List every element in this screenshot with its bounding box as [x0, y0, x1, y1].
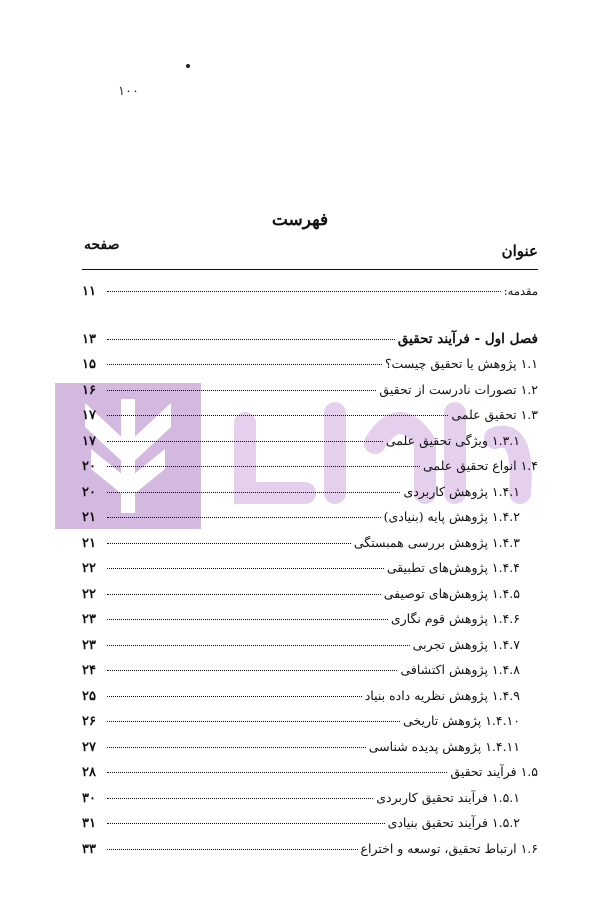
toc-entry-page: ۲۴ — [82, 663, 96, 678]
toc-entry-page: ۱۷ — [82, 434, 96, 449]
toc-entry-title: مقدمه: — [503, 284, 538, 298]
toc-entry — [82, 611, 520, 627]
dot-leader — [107, 772, 447, 773]
dot-leader — [107, 364, 382, 365]
dot-leader — [107, 543, 351, 544]
toc-entry — [82, 509, 520, 525]
column-header-page: صفحه — [84, 237, 120, 253]
dot-leader — [107, 568, 384, 569]
toc-entry-page: ۲۶ — [82, 714, 96, 729]
toc-entry-title: ۱.۶ ارتباط تحقیق، توسعه و اختراع — [360, 841, 538, 856]
dot-leader — [107, 517, 381, 518]
toc-entry — [82, 484, 520, 500]
dot-leader — [107, 747, 366, 748]
toc-entry — [82, 713, 520, 729]
dot-leader — [107, 619, 388, 620]
toc-entry-page: ۲۳ — [82, 612, 96, 627]
toc-entry-page: ۲۷ — [82, 740, 96, 755]
toc-entry-page: ۲۱ — [82, 536, 96, 551]
toc-entry-title: ۱.۴.۶ پژوهش قوم نگاری — [390, 611, 520, 626]
toc-entry-page: ۱۳ — [82, 332, 96, 347]
toc-entry-title: ۱.۵ فرآیند تحقیق — [450, 764, 538, 779]
toc-entry-title: ۱.۴.۳ پژوهش بررسی همبستگی — [353, 535, 520, 550]
dot-leader — [107, 823, 385, 824]
toc-entry — [82, 739, 520, 755]
page-title: فهرست — [271, 210, 329, 230]
toc-entry-page: ۲۱ — [82, 510, 96, 525]
toc-entry — [82, 688, 520, 704]
toc-entry-page: ۳۰ — [82, 791, 96, 806]
dot-leader — [107, 339, 395, 340]
toc-entry-page: ۱۶ — [82, 383, 96, 398]
toc-entry-page: ۱۷ — [82, 408, 96, 423]
toc-entry — [82, 815, 520, 831]
dot-leader — [107, 670, 397, 671]
toc-entry-page: ۲۰ — [82, 459, 96, 474]
toc-entry — [82, 637, 520, 653]
toc-entry-title: ۱.۳.۱ ویژگی تحقیق علمی — [385, 433, 520, 448]
toc-entry — [82, 560, 520, 576]
toc-entry-page: ۲۸ — [82, 765, 96, 780]
dot-leader — [107, 594, 381, 595]
dot-leader — [107, 645, 410, 646]
toc-entry-title: ۱.۵.۲ فرآیند تحقیق بنیادی — [387, 815, 520, 830]
publisher-watermark-icon — [55, 383, 545, 529]
toc-entry — [82, 764, 538, 780]
dot-leader — [107, 721, 400, 722]
toc-entry-title: ۱.۴.۱۱ پژوهش پدیده شناسی — [368, 739, 520, 754]
toc-entry — [82, 662, 520, 678]
toc-entry — [82, 433, 520, 449]
toc-entry — [82, 790, 520, 806]
toc-entry — [82, 331, 538, 347]
toc-entry-title: ۱.۴ انواع تحقیق علمی — [423, 458, 538, 473]
column-header-title: عنوان — [501, 242, 538, 260]
dot-leader — [107, 849, 358, 850]
dot-leader — [107, 492, 400, 493]
toc-entry-title: ۱.۴.۷ پژوهش تجربی — [412, 637, 520, 652]
dot-leader — [107, 798, 373, 799]
dot-leader — [107, 696, 362, 697]
toc-entry-page: ۲۵ — [82, 689, 96, 704]
toc-entry-page: ۲۲ — [82, 561, 96, 576]
toc-entry-title: ۱.۴.۹ پژوهش نظریه داده بنیاد — [364, 688, 520, 703]
toc-entry-title: ۱.۴.۲ پژوهش پایه (بنیادی) — [383, 509, 520, 524]
toc-entry — [82, 458, 538, 474]
ink-dot — [186, 64, 190, 68]
toc-entry-title: ۱.۴.۵ پژوهش‌های توصیفی — [383, 586, 520, 601]
toc-entry-title: ۱.۴.۸ پژوهش اکتشافی — [400, 662, 520, 677]
toc-entry-page: ۳۱ — [82, 816, 96, 831]
toc-entry-page: ۳۳ — [82, 842, 96, 857]
toc-entry — [82, 356, 538, 372]
toc-entry — [82, 535, 520, 551]
toc-entry — [82, 382, 538, 398]
toc-entry — [82, 586, 520, 602]
dot-leader — [107, 291, 501, 292]
toc-entry-title: فصل اول - فرآیند تحقیق — [397, 331, 538, 347]
dot-leader — [107, 390, 376, 391]
header-rule — [82, 269, 538, 270]
toc-entry-page: ۲۲ — [82, 587, 96, 602]
toc-entry-page: ۲۰ — [82, 485, 96, 500]
toc-entry — [82, 407, 538, 423]
toc-entry-title: ۱.۱ پژوهش یا تحقیق چیست؟ — [384, 356, 538, 371]
dot-leader — [107, 415, 448, 416]
dot-leader — [107, 466, 420, 467]
toc-entry-title: ۱.۴.۱ پژوهش کاربردی — [403, 484, 520, 499]
toc-entry-title: ۱.۴.۱۰ پژوهش تاریخی — [403, 713, 520, 728]
toc-entry — [82, 284, 538, 299]
corner-page-mark: ۱۰۰ — [118, 84, 139, 99]
toc-entry-title: ۱.۳ تحقیق علمی — [451, 407, 538, 422]
toc-entry-page: ۱۱ — [82, 284, 96, 299]
toc-entry-title: ۱.۲ تصورات نادرست از تحقیق — [379, 382, 538, 397]
dot-leader — [107, 441, 383, 442]
toc-entry-page: ۲۳ — [82, 638, 96, 653]
toc-entry-title: ۱.۵.۱ فرآیند تحقیق کاربردی — [376, 790, 520, 805]
toc-entry-page: ۱۵ — [82, 357, 96, 372]
toc-entry-title: ۱.۴.۴ پژوهش‌های تطبیقی — [386, 560, 520, 575]
toc-entry — [82, 841, 538, 857]
